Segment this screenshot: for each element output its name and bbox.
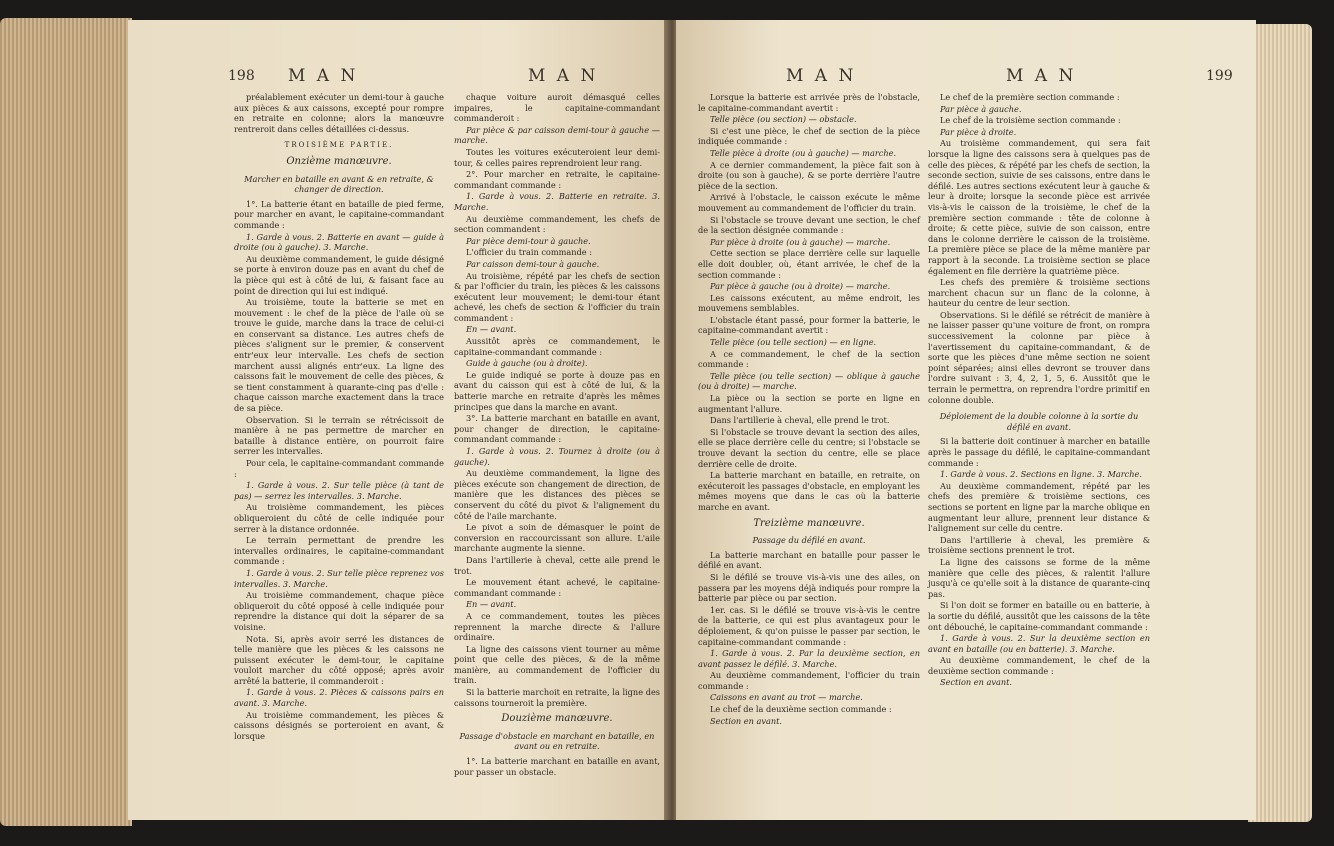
left-page-column-2: [454, 92, 660, 778]
left-page-column-1: [234, 92, 444, 742]
paragraph: Les caissons exécutent, au même endroit, les mouvemens semblables.: [698, 292, 920, 314]
command: Par pièce à droite.: [940, 126, 1017, 137]
paragraph: Aussitôt après ce commandement, le capitaine-commandant commande :: [454, 336, 660, 357]
command: Section en avant.: [940, 677, 1013, 688]
paragraph: Toutes les voitures exécuteroient leur demi-tour, & celles paires reprendroient leur rang.: [454, 146, 660, 168]
manoeuvre-subtitle: Passage du défilé en avant.: [752, 535, 866, 546]
paragraph: Arrivé à l'obstacle, le caisson exécute le même mouvement au commandement de l'officier du train.: [698, 192, 920, 213]
paragraph: 1°. La batterie étant en bataille de pied ferme, pour marcher en avant, le capitaine-commandant commande :: [234, 198, 444, 230]
running-head-right-col: M A N: [1006, 66, 1077, 86]
command: Par pièce demi-tour à gauche.: [466, 235, 591, 246]
paragraph: Dans l'artillerie à cheval, cette aile prend le trot.: [454, 554, 660, 576]
paragraph: L'officier du train commande :: [466, 247, 592, 258]
paragraph: Observations. Si le défilé se rétrécit de manière à ne laisser passer qu'une voiture de front, on rompra successivement la colonne par pièce à l'avertissement du capitaine-commandant, & de sorte que les pièces d'une même section ne soient point séparées; ainsi elles devront se trouver dans l'ordre suivant : 3, 4, 2, 1, 5, 6. Aussitôt que le terrain le permettra, on reprendra l'ordre primitif en colonne double.: [928, 309, 1150, 405]
command: Telle pièce à droite (ou à gauche) — marche.: [710, 147, 897, 158]
paragraph: Pour cela, le capitaine-commandant commande :: [234, 458, 444, 479]
command: Telle pièce (ou telle section) — en ligne.: [710, 337, 877, 348]
paragraph: Observation. Si le terrain se rétrécissoit de manière à ne pas permettre de marcher en bataille à distance entière, on pourroit faire serrer les intervalles.: [234, 414, 444, 457]
manoeuvre-subtitle: Passage d'obstacle en marchant en bataille, en avant ou en retraite.: [459, 730, 655, 752]
paragraph: La ligne des caissons se forme de la même manière que celle des pièces, & ralentit l'allure jusqu'à ce qu'elle soit à la distance de quarante-cinq pas.: [928, 556, 1150, 599]
left-page: [128, 20, 668, 820]
section-heading: TROISIÈME PARTIE.: [284, 141, 394, 150]
paragraph: Le guide indiqué se porte à douze pas en avant du caisson qui est à côté de lui, & la batterie marche en retraite d'après les mêmes principes que dans la marche en avant.: [454, 369, 660, 412]
paragraph: Le terrain permettant de prendre les intervalles ordinaires, le capitaine-commandant commande :: [234, 535, 444, 567]
command: 1. Garde à vous. 2. Sur la deuxième section en avant en bataille (ou en batterie). 3. Marche.: [928, 633, 1150, 654]
paragraph: La pièce ou la section se porte en ligne en augmentant l'allure.: [698, 393, 920, 414]
paragraph: Dans l'artillerie à cheval, les première & troisième sections prennent le trot.: [928, 534, 1150, 556]
paragraph: Si la batterie marchoit en retraite, la ligne des caissons tourneroit la première.: [454, 687, 660, 708]
running-head-left-col: M A N: [786, 66, 857, 86]
paragraph: La ligne des caissons vient tourner au même point que celle des pièces, & de la même manière, au commandement de l'officier du train.: [454, 643, 660, 686]
paragraph: Si le défilé se trouve vis-à-vis une des ailes, on passera par les moyens déjà indiqués pour rompre la batterie par pièce ou par section.: [698, 571, 920, 604]
right-page-edges: [1248, 24, 1312, 822]
paragraph: Au deuxième commandement, la ligne des pièces exécute son changement de direction, de manière que les distances des pièces se conservent du côté du pivot & l'alignement du côté de l'aile marchante.: [454, 468, 660, 521]
paragraph: Au troisième commandement, chaque pièce obliqueroit du côté opposé à celle indiquée pour reprendre la distance qui doit la séparer de sa voisine.: [234, 590, 444, 632]
command: Telle pièce (ou telle section) — oblique à gauche (ou à droite) — marche.: [698, 370, 920, 392]
command: 1. Garde à vous. 2. Pièces & caissons pairs en avant. 3. Marche.: [234, 687, 444, 709]
paragraph: A ce dernier commandement, la pièce fait son à droite (ou son à gauche), & se porte derrière l'autre pièce de la section.: [698, 159, 920, 191]
command: En — avant.: [466, 599, 517, 610]
paragraph: La batterie marchant en bataille, en retraite, on exécuteroit les passages d'obstacle, en employant les mêmes moyens que dans le cas où la batterie marche en avant.: [698, 470, 920, 512]
command: Guide à gauche (ou à droite).: [466, 358, 588, 369]
paragraph: Le chef de la deuxième section commande :: [710, 704, 892, 715]
command: Telle pièce (ou section) — obstacle.: [710, 114, 857, 125]
command: Par pièce à gauche.: [940, 103, 1022, 114]
paragraph: Au troisième commandement, les pièces obliqueroient du côté de celle indiquée pour serrer à la distance ordonnée.: [234, 502, 444, 534]
command: Par pièce & par caisson demi-tour à gauche — marche.: [454, 124, 660, 146]
paragraph: Au troisième, toute la batterie se met en mouvement : le chef de la pièce de l'aile où se trouve le guide, marche dans la trace de celui-ci en conservant sa distance. Les autres chefs de pièces s'alignent sur le premier, & conservent entr'eux leur intervalle. Les chefs de section marchent aussi alignés entr'eux. La ligne des caissons fait le mouvement de celle des pièces, & se tient constamment à quarante-cinq pas d'elle : chaque caisson marche exactement dans la trace de sa pièce.: [234, 297, 444, 414]
command: 1. Garde à vous. 2. Batterie en avant — guide à droite (ou à gauche). 3. Marche.: [234, 231, 444, 253]
page-number-left: 198: [228, 68, 255, 84]
paragraph: Au deuxième commandement, l'officier du train commande :: [698, 670, 920, 691]
section-subtitle: Déploiement de la double colonne à la sortie du défilé en avant.: [939, 411, 1139, 432]
paragraph: Le pivot a soin de démasquer le point de conversion en raccourcissant son allure. L'aile marchante augmente la sienne.: [454, 522, 660, 554]
paragraph: Le chef de la troisième section commande :: [940, 115, 1121, 126]
paragraph: 2°. Pour marcher en retraite, le capitaine-commandant commande :: [454, 169, 660, 190]
right-page-column-1: [698, 92, 920, 727]
paragraph: Au deuxième commandement, le guide désigné se porte à environ douze pas en avant du chef de la pièce qui est à côté de lui, & faisant face au point de direction qui lui est indiqué.: [234, 253, 444, 296]
command: 1. Garde à vous. 2. Tournez à droite (ou à gauche).: [454, 446, 660, 467]
command: 1. Garde à vous. 2. Par la deuxième section, en avant passez le défilé. 3. Marche.: [698, 648, 920, 669]
paragraph: 1°. La batterie marchant en bataille en avant, pour passer un obstacle.: [454, 756, 660, 777]
paragraph: 3°. La batterie marchant en bataille en avant, pour changer de direction, le capitaine-commandant commande :: [454, 413, 660, 445]
command: Par pièce à gauche (ou à droite) — marche.: [710, 281, 891, 292]
paragraph: préalablement exécuter un demi-tour à gauche aux pièces & aux caissons, excepté pour rompre en retraite en colonne; alors la manœuvre rentreroit dans celles détaillées ci-dessus.: [234, 92, 444, 134]
paragraph: A ce commandement, toutes les pièces reprennent la marche directe & l'allure ordinaire.: [454, 610, 660, 643]
paragraph: Si la batterie doit continuer à marcher en bataille après le passage du défilé, le capitaine-commandant commande :: [928, 436, 1150, 468]
left-page-edges: [0, 18, 132, 826]
command: 1. Garde à vous. 2. Sur telle pièce (à tant de pas) — serrez les intervalles. 3. Marche.: [234, 480, 444, 501]
paragraph: Cette section se place derrière celle sur laquelle elle doit doubler, où, étant arrivée, le chef de la section commande :: [698, 248, 920, 280]
paragraph: Au deuxième commandement, répété par les chefs des première & troisième sections, ces sections se portent en ligne par la marche oblique en augmentant leur allure, prennent leur distance & l'alignement sur celle du centre.: [928, 480, 1150, 534]
command: 1. Garde à vous. 2. Sur telle pièce reprenez vos intervalles. 3. Marche.: [234, 567, 444, 589]
command: 1. Garde à vous. 2. Batterie en retraite. 3. Marche.: [454, 191, 660, 212]
manoeuvre-title: Onzième manœuvre.: [286, 155, 392, 167]
paragraph: Le chef de la première section commande :: [940, 92, 1120, 102]
running-head-left-col: M A N: [288, 66, 359, 86]
paragraph: Les chefs des première & troisième sections marchent chacun sur un flanc de la colonne, à hauteur du centre de leur section.: [928, 277, 1150, 309]
paragraph: Au troisième commandement, les pièces & caissons désignés se porteroient en avant, & lorsque: [234, 709, 444, 741]
manoeuvre-title: Treizième manœuvre.: [753, 517, 865, 529]
paragraph: Au troisième commandement, qui sera fait lorsque la ligne des caissons sera à quelques pas de celle des pièces, & répété par les chefs de section, la seconde section, suivie de ses caissons, entre dans le défilé. Les autres sections exécutent leur à gauche & leur à droite; lorsque la seconde pièce est arrivée vis-à-vis le caisson de la troisième, le chef de la première section commande : tête de colonne à droite; & cette pièce, suivie de son caisson, entre dans le colonne derrière le caisson de la troisième. La première pièce se place de la même manière par rapport à la seconde. La troisième section se place également en file derrière la quatrième pièce.: [928, 138, 1150, 276]
paragraph: Si l'on doit se former en bataille ou en batterie, à la sortie du défilé, aussitôt que les caissons de la tête ont débouché, le capitaine-commandant commande :: [928, 600, 1150, 632]
command: Section en avant.: [710, 715, 783, 726]
paragraph: chaque voiture auroit démasqué celles impaires, le capitaine-commandant commanderoit :: [454, 92, 660, 124]
paragraph: Nota. Si, après avoir serré les distances de telle manière que les pièces & les caissons ne puissent exécuter le demi-tour, le capitaine vouloit marcher du côté opposé; après avoir arrêté la batterie, il commanderoit :: [234, 633, 444, 686]
manoeuvre-title: Douzième manœuvre.: [501, 713, 613, 725]
paragraph: Si l'obstacle se trouve devant la section des ailes, elle se place derrière celle du centre; si l'obstacle se trouve devant la section du centre, elle se place derrière celle de droite.: [698, 426, 920, 469]
paragraph: Lorsque la batterie est arrivée près de l'obstacle, le capitaine-commandant avertit :: [698, 92, 920, 113]
paragraph: Au deuxième commandement, le chef de la deuxième section commande :: [928, 655, 1150, 676]
paragraph: Si c'est une pièce, le chef de section de la pièce indiquée commande :: [698, 125, 920, 147]
paragraph: Si l'obstacle se trouve devant une section, le chef de la section désignée commande :: [698, 214, 920, 236]
command: Par caisson demi-tour à gauche.: [466, 258, 600, 269]
page-number-right: 199: [1206, 68, 1233, 84]
paragraph: Dans l'artillerie à cheval, elle prend le trot.: [710, 415, 890, 426]
paragraph: Au deuxième commandement, les chefs de section commandent :: [454, 213, 660, 235]
command: Caissons en avant au trot — marche.: [710, 692, 863, 703]
paragraph: Au troisième, répété par les chefs de section & par l'officier du train, les pièces & les caissons exécutent leur mouvement; le demi-tour étant achevé, les chefs de section & l'officier du train commandent :: [454, 270, 660, 323]
right-page-column-2: [928, 92, 1150, 689]
right-page: [676, 20, 1256, 820]
manoeuvre-subtitle: Marcher en bataille en avant & en retraite, & changer de direction.: [244, 173, 434, 195]
running-head-right-col: M A N: [528, 66, 599, 86]
command: Par pièce à droite (ou à gauche) — marche.: [710, 236, 891, 247]
command: En — avant.: [466, 324, 517, 335]
paragraph: La batterie marchant en bataille pour passer le défilé en avant.: [698, 549, 920, 571]
paragraph: A ce commandement, le chef de la section commande :: [698, 348, 920, 370]
paragraph: 1er. cas. Si le défilé se trouve vis-à-vis le centre de la batterie, ce qui est plus avantageux pour le déploiement, & qu'on puisse le passer par section, le capitaine-commandant commande :: [698, 604, 920, 647]
paragraph: Le mouvement étant achevé, le capitaine-commandant commande :: [454, 577, 660, 598]
paragraph: L'obstacle étant passé, pour former la batterie, le capitaine-commandant avertit :: [698, 314, 920, 336]
command: 1. Garde à vous. 2. Sections en ligne. 3. Marche.: [940, 469, 1142, 480]
